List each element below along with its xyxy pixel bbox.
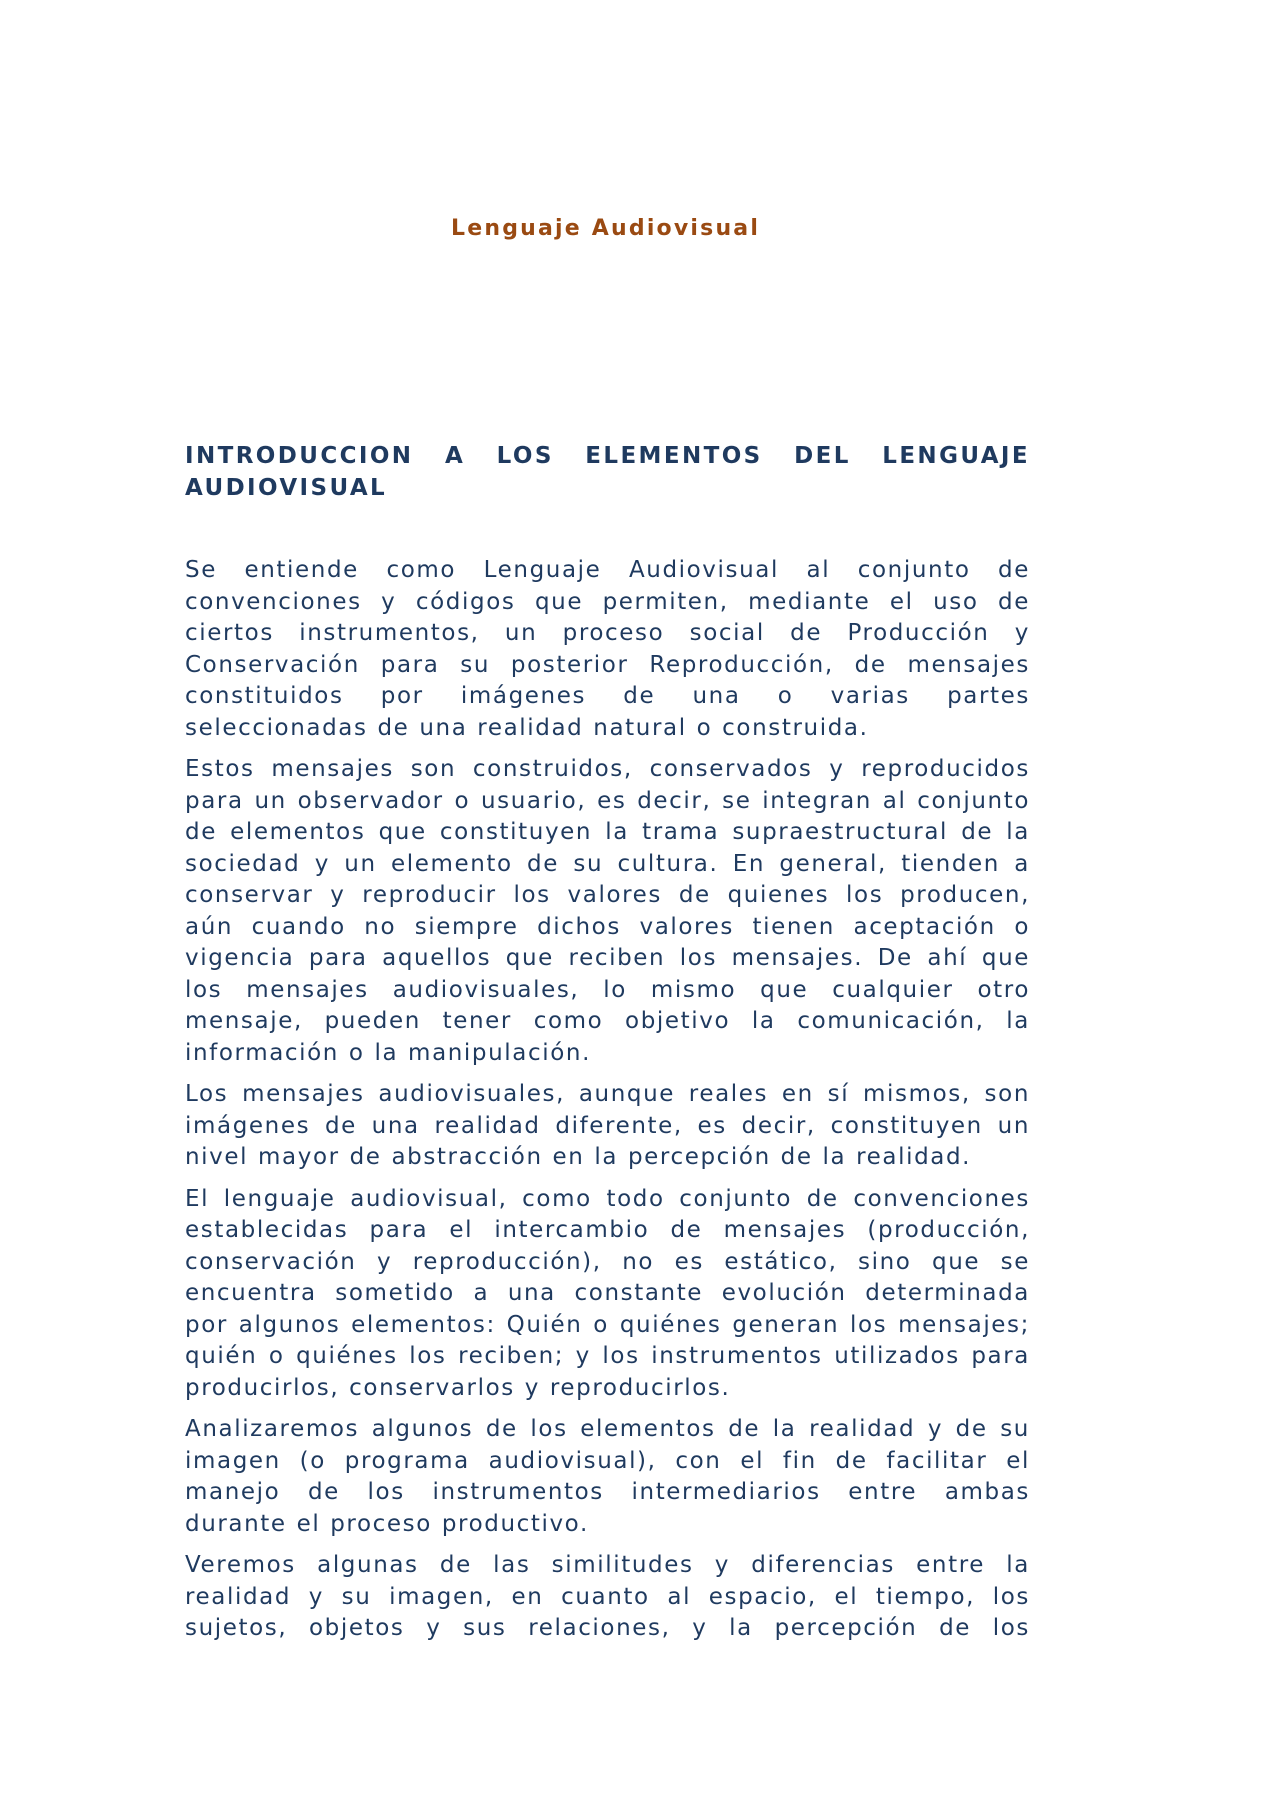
paragraph-2: Estos mensajes son construidos, conservados y reproducidos para un observador o usuario, es decir, se integran al conjunto de elementos que constituyen la trama supraestructural de la sociedad y un elemento de su cultura. En general, tienden a conservar y reproducir los valores de quienes los producen, aún cuando no siempre dichos valores tienen aceptación o vigencia para aquellos que reciben los mensajes. De ahí que los mensajes audiovisuales, lo mismo que cualquier otro mensaje, pueden tener como objetivo la comunicación, la información o la manipulación. xyxy=(185,756,1030,1066)
paragraph-6: Veremos algunas de las similitudes y diferencias entre la realidad y su imagen, en cuanto al espacio, el tiempo, los sujetos, objetos y sus relaciones, y la percepción de los xyxy=(185,1552,1030,1641)
paragraph-4: El lenguaje audiovisual, como todo conjunto de convenciones establecidas para el intercambio de mensajes (producción, conservación y reproducción), no es estático, sino que se encuentra sometido a una constante evolución determinada por algunos elementos: Quién o quiénes generan los mensajes; quién o quiénes los reciben; y los instrumentos utilizados para producirlos, conservarlos y reproducirlos. xyxy=(185,1185,1030,1401)
document-title: Lenguaje Audiovisual xyxy=(451,216,761,241)
paragraph-5: Analizaremos algunos de los elementos de la realidad y de su imagen (o programa audiovisual), con el fin de facilitar el manejo de los instrumentos intermediarios entre ambas durante el proceso productivo. xyxy=(185,1416,1030,1537)
section-heading: INTRODUCCION A LOS ELEMENTOS DEL LENGUAJE AUDIOVISUAL xyxy=(185,443,1030,501)
paragraph-1: Se entiende como Lenguaje Audiovisual al conjunto de convenciones y códigos que permiten, mediante el uso de ciertos instrumentos, un proceso social de Producción y Conservación para su posterior Reproducción, de mensajes constituidos por imágenes de una o varias partes seleccionadas de una realidad natural o construida. xyxy=(185,557,1030,741)
paragraph-3: Los mensajes audiovisuales, aunque reales en sí mismos, son imágenes de una realidad diferente, es decir, constituyen un nivel mayor de abstracción en la percepción de la realidad. xyxy=(185,1081,1030,1170)
body-text xyxy=(185,555,1030,1655)
